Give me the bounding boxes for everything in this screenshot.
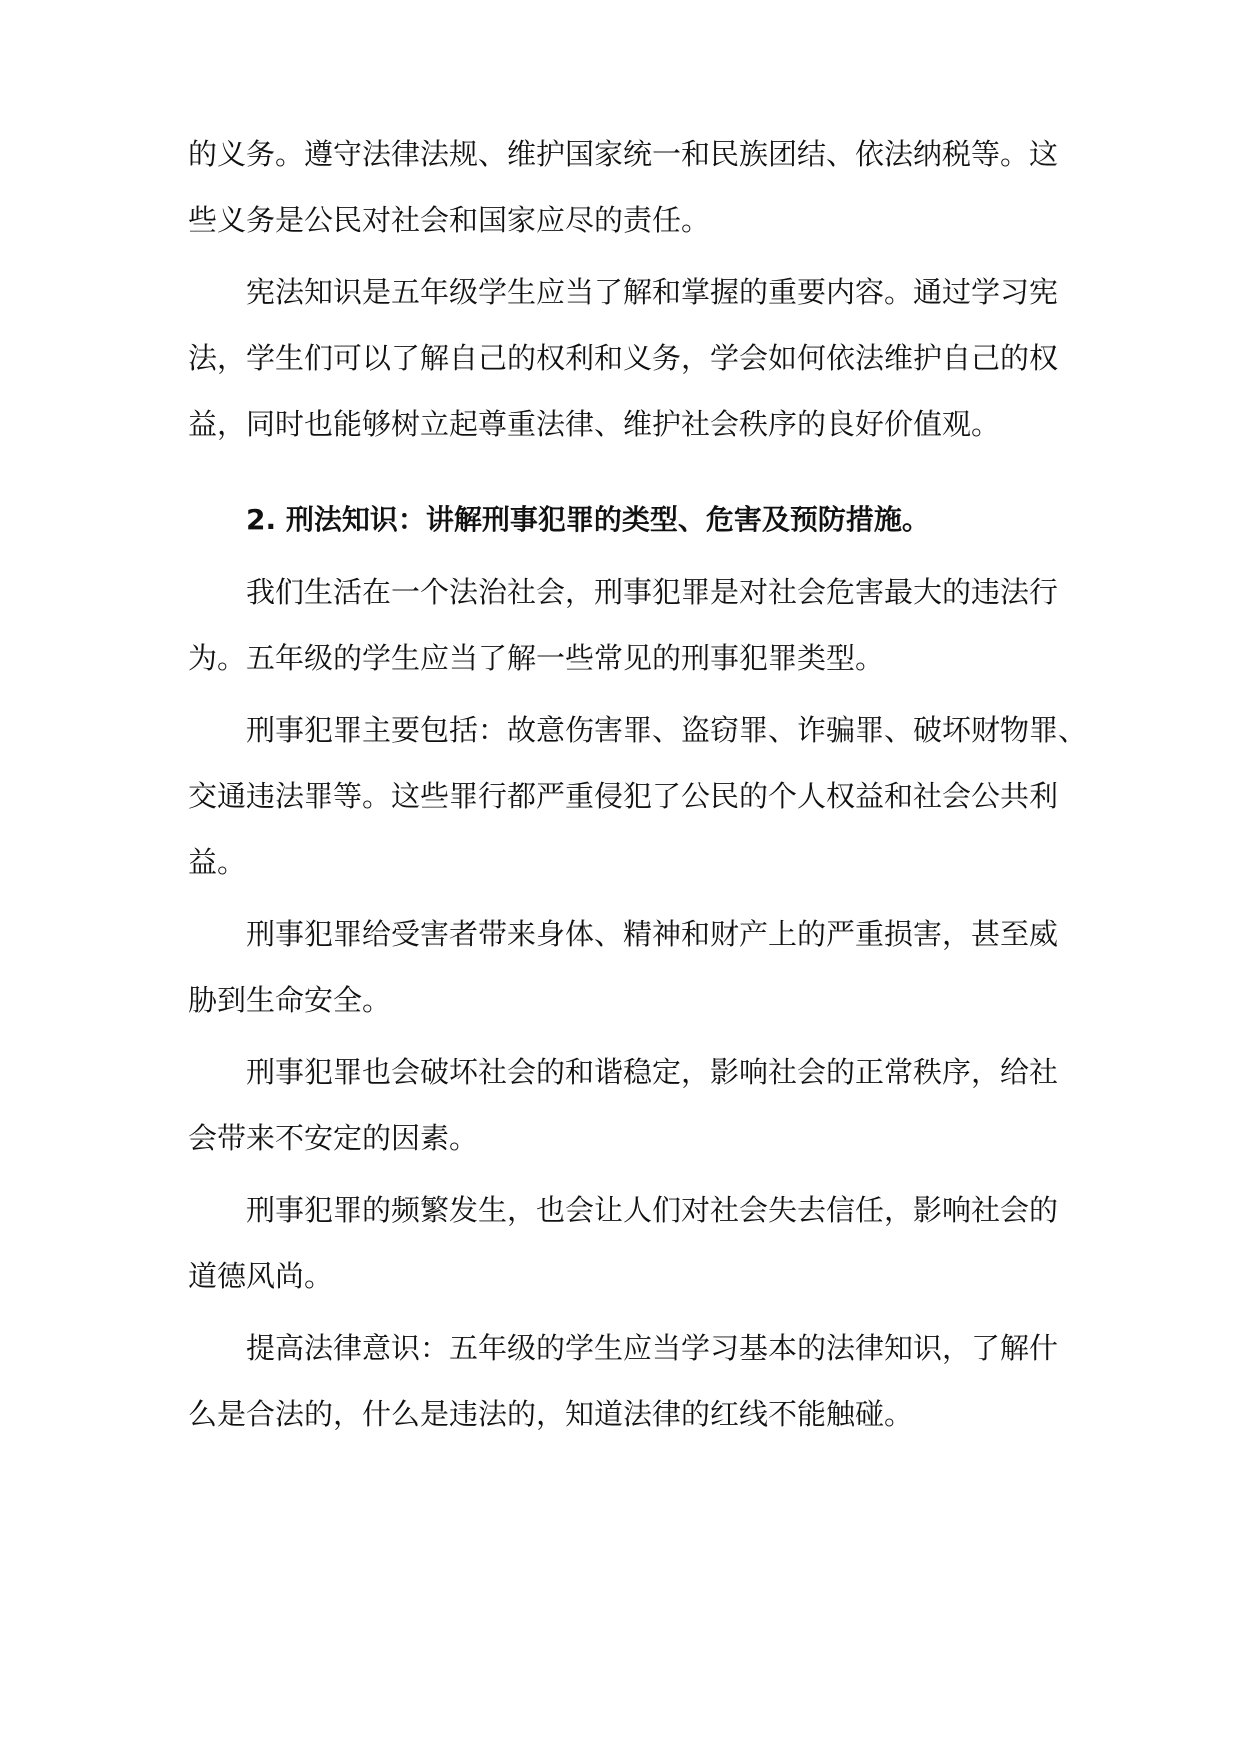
body-line: 会带来不安定的因素。 bbox=[188, 1121, 479, 1155]
body-line: 么是合法的，什么是违法的，知道法律的红线不能触碰。 bbox=[188, 1397, 914, 1431]
body-line: 刑事犯罪的频繁发生，也会让人们对社会失去信任，影响社会的 bbox=[246, 1193, 1059, 1227]
body-line: 为。五年级的学生应当了解一些常见的刑事犯罪类型。 bbox=[188, 641, 885, 675]
body-line: 道德风尚。 bbox=[188, 1259, 334, 1293]
body-line: 益。 bbox=[188, 845, 247, 879]
body-line: 我们生活在一个法治社会，刑事犯罪是对社会危害最大的违法行 bbox=[246, 575, 1059, 609]
section-heading: 2. 刑法知识：讲解刑事犯罪的类型、危害及预防措施。 bbox=[246, 503, 930, 536]
body-line: 刑事犯罪也会破坏社会的和谐稳定，影响社会的正常秩序，给社 bbox=[246, 1055, 1059, 1089]
document-page bbox=[188, 0, 1088, 1754]
body-line: 提高法律意识：五年级的学生应当学习基本的法律知识，了解什 bbox=[246, 1331, 1059, 1365]
body-line: 胁到生命安全。 bbox=[188, 983, 392, 1017]
body-line: 宪法知识是五年级学生应当了解和掌握的重要内容。通过学习宪 bbox=[246, 275, 1059, 309]
body-line: 益，同时也能够树立起尊重法律、维护社会秩序的良好价值观。 bbox=[188, 407, 1001, 441]
body-line: 刑事犯罪主要包括：故意伤害罪、盗窃罪、诈骗罪、破坏财物罪、 bbox=[246, 713, 1088, 747]
body-line: 刑事犯罪给受害者带来身体、精神和财产上的严重损害，甚至威 bbox=[246, 917, 1059, 951]
body-line: 的义务。遵守法律法规、维护国家统一和民族团结、依法纳税等。这 bbox=[188, 137, 1059, 171]
body-line: 法，学生们可以了解自己的权利和义务，学会如何依法维护自己的权 bbox=[188, 341, 1059, 375]
body-line: 交通违法罪等。这些罪行都严重侵犯了公民的个人权益和社会公共利 bbox=[188, 779, 1059, 813]
body-line: 些义务是公民对社会和国家应尽的责任。 bbox=[188, 203, 711, 237]
